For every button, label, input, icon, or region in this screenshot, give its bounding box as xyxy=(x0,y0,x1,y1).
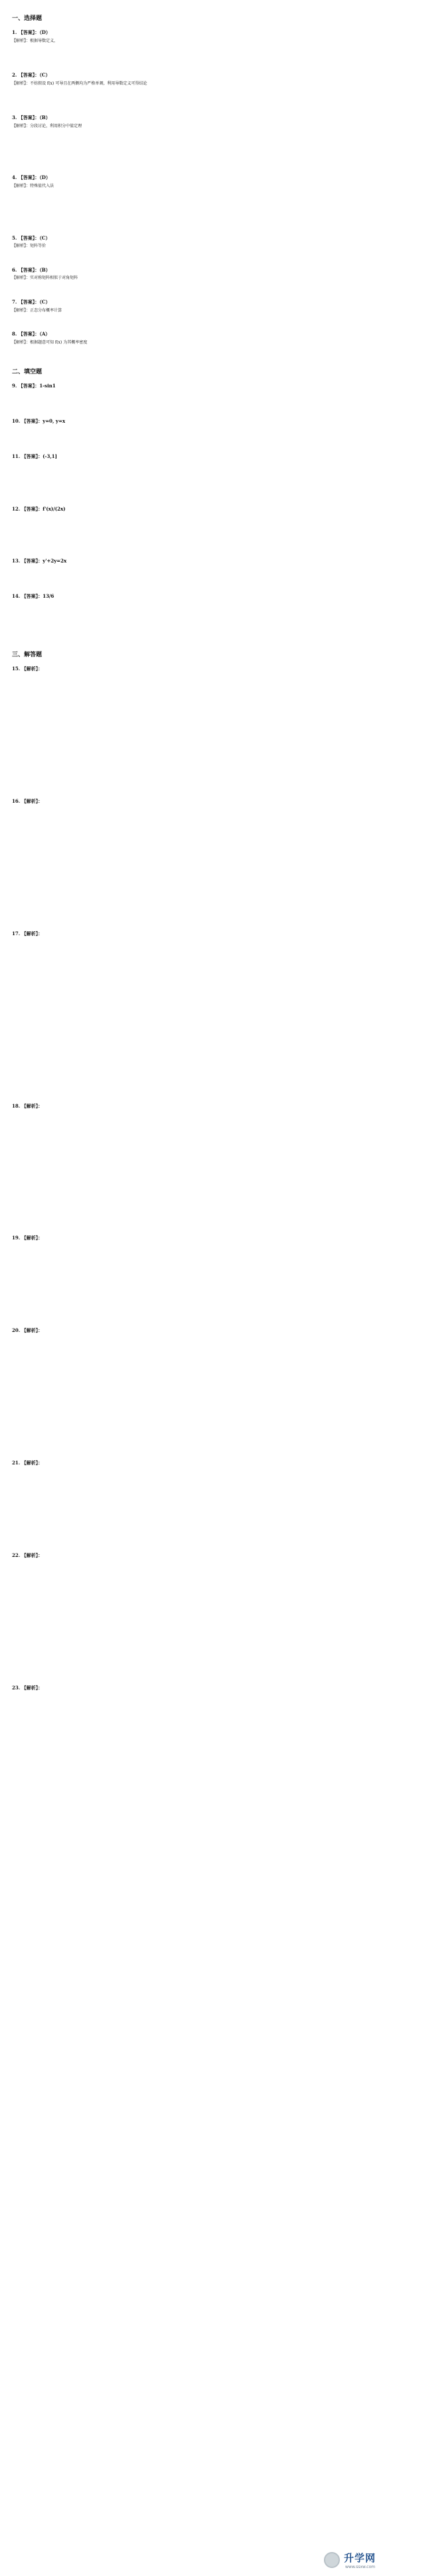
logo-emblem-icon xyxy=(324,2552,340,2568)
question-number: 15. 【解析】： xyxy=(12,666,43,672)
section-heading-answer: 三、解答题 xyxy=(12,652,43,659)
logo-text: 升学网 xyxy=(344,2552,376,2564)
question-number: 1. 【答案】：（D） xyxy=(12,29,51,35)
question-number: 16. 【解析】： xyxy=(12,797,43,804)
question-number: 11. 【答案】：(-3,1] xyxy=(12,453,57,459)
solution-text: 【解析】：分段讨论，利用积分中值定理 xyxy=(12,124,82,129)
question-number: 4. 【答案】：（D） xyxy=(12,174,51,181)
question-number: 19. 【解析】： xyxy=(12,1235,43,1241)
solution-text: 【解析】：根据导数定义， xyxy=(12,38,59,43)
site-logo-watermark xyxy=(324,2549,424,2572)
section-heading-choice: 一、选择题 xyxy=(12,15,43,22)
solution-text: 【解析】：不妨假设 f(x) 可导且在两侧均为严格单调，利用导数定义可得结论 xyxy=(12,81,148,86)
question-number: 7. 【答案】：（C） xyxy=(12,298,51,305)
question-number: 22. 【解析】： xyxy=(12,1552,43,1558)
question-number: 9. 【答案】：1-sin1 xyxy=(12,383,56,389)
question-number: 2. 【答案】：（C） xyxy=(12,72,51,79)
question-number: 3. 【答案】：（B） xyxy=(12,114,51,121)
question-number: 12. 【答案】：f'(x)/(2x) xyxy=(12,505,66,512)
solution-text: 【解析】：特殊值代入法 xyxy=(12,184,55,189)
question-number: 13. 【答案】：y'+2y=2x xyxy=(12,558,67,564)
question-number: 18. 【解析】： xyxy=(12,1102,43,1109)
section-heading-fill: 二、填空题 xyxy=(12,369,43,376)
question-number: 23. 【解析】： xyxy=(12,1684,43,1691)
question-number: 14. 【答案】：13/6 xyxy=(12,593,55,600)
question-number: 10. 【答案】：y=0, y=x xyxy=(12,417,65,424)
logo-url: www.ssxw.com xyxy=(345,2565,375,2569)
solution-text: 【解析】：实对称矩阵相似于对角矩阵 xyxy=(12,276,78,281)
solution-text: 【解析】：正态分布概率计算 xyxy=(12,308,63,313)
document-page xyxy=(12,5,418,1773)
question-number: 21. 【解析】： xyxy=(12,1460,43,1466)
question-number: 6. 【答案】：（B） xyxy=(12,266,51,273)
solution-text: 【解析】：根据题意可知 f(x) 为其概率密度 xyxy=(12,339,88,345)
question-number: 8. 【答案】：（A） xyxy=(12,330,51,337)
question-number: 20. 【解析】： xyxy=(12,1327,43,1334)
question-number: 5. 【答案】：（C） xyxy=(12,234,51,241)
question-number: 17. 【解析】： xyxy=(12,930,43,937)
solution-text: 【解析】：矩阵等价 xyxy=(12,244,47,249)
